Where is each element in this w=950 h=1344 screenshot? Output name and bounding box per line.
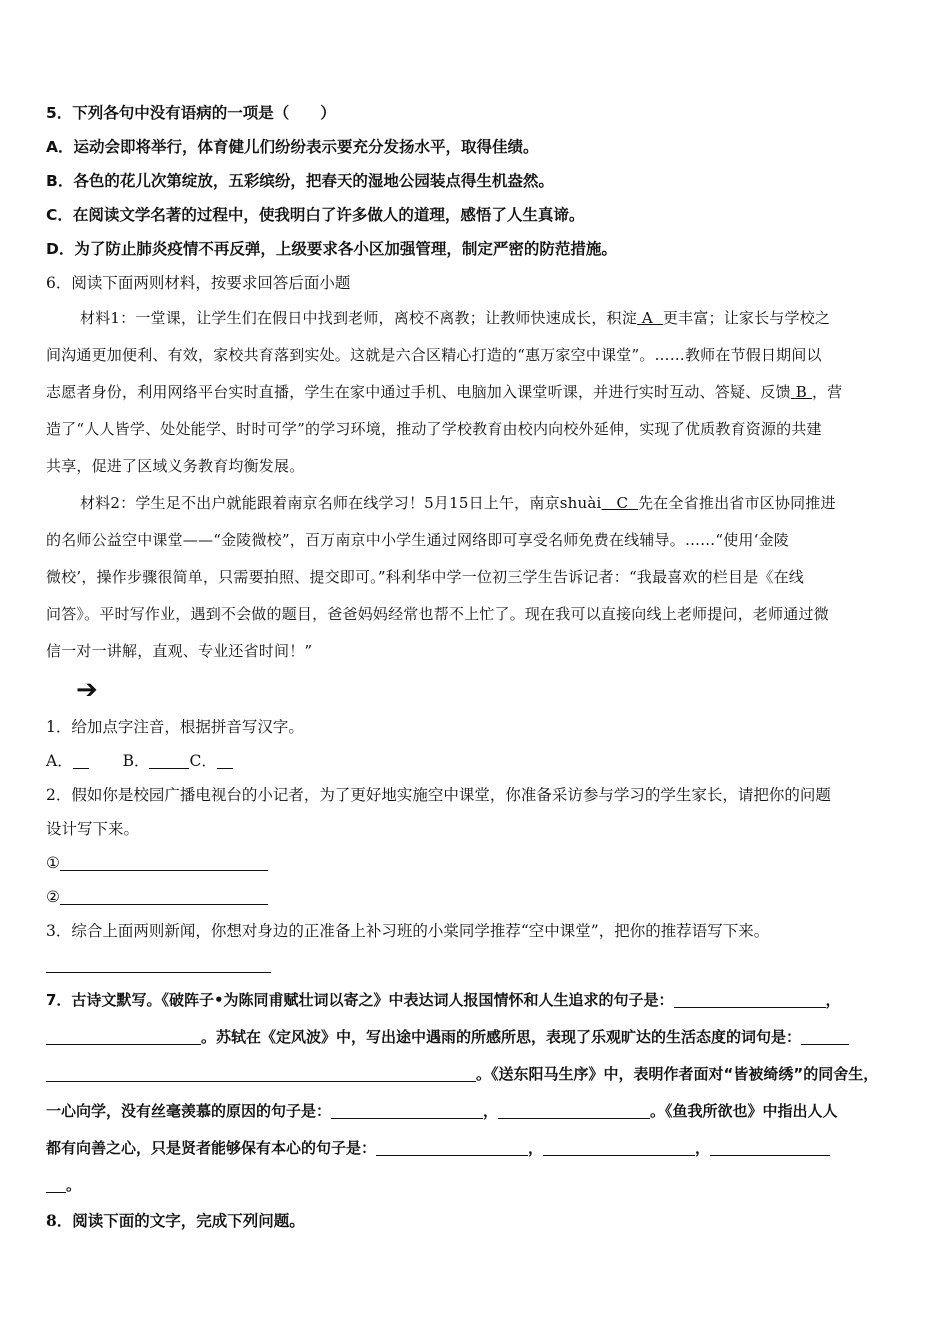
answer-blank-a[interactable] bbox=[73, 752, 89, 769]
q5-option-b: B．各色的花儿次第绽放，五彩缤纷，把春天的湿地公园装点得生机盎然。 bbox=[46, 172, 554, 190]
material2-line3: 微校’，操作步骤很简单，只需要拍照、提交即可。”科利华中学一位初三学生告诉记者：“我最喜欢的栏目是《在线 bbox=[46, 568, 805, 586]
q7-line6: 。 bbox=[46, 1167, 906, 1204]
poem-blank-7[interactable] bbox=[543, 1139, 695, 1156]
arrow-icon: ➔ bbox=[76, 675, 98, 705]
q5-stem: 5．下列各句中没有语病的一项是（ ） bbox=[46, 104, 336, 122]
sub2-line1: 2．假如你是校园广播电视台的小记者，为了更好地实施空中课堂，你准备采访参与学习的学生家长，请把你的问题 bbox=[46, 786, 831, 804]
poem-blank-2[interactable] bbox=[46, 1028, 201, 1045]
recommend-blank[interactable] bbox=[46, 956, 271, 973]
poem-blank-8a[interactable] bbox=[710, 1139, 830, 1156]
poem-blank-4[interactable] bbox=[331, 1102, 483, 1119]
blank-mark-c: C bbox=[616, 494, 629, 512]
sub2-answer-2: ② bbox=[46, 880, 906, 914]
poem-blank-3a[interactable] bbox=[801, 1028, 849, 1045]
q7-line1: 7．古诗文默写。《破阵子•为陈同甫赋壮词以寄之》中表达词人报国情怀和人生追求的句子是： ， bbox=[46, 991, 841, 1009]
answer-blank-c[interactable] bbox=[217, 752, 233, 769]
material1-line5: 共享，促进了区域义务教育均衡发展。 bbox=[46, 457, 305, 475]
material1-line1: 材料1：一堂课，让学生们在假日中找到老师，离校不离教；让教师快速成长，积淀 A 更丰富；让家长与学校之 bbox=[80, 309, 831, 327]
poem-blank-3b[interactable] bbox=[46, 1065, 476, 1082]
q8-stem: 8．阅读下面的文字，完成下列问题。 bbox=[46, 1211, 305, 1230]
poem-blank-6[interactable] bbox=[376, 1139, 528, 1156]
q5-option-c: C．在阅读文学名著的过程中，使我明白了许多做人的道理，感悟了人生真谛。 bbox=[46, 206, 585, 224]
material2-line1: 材料2：学生足不出户就能跟着南京名师在线学习！5月15日上午，南京shuài C 先在全省推出省市区协同推进 bbox=[80, 494, 836, 512]
material1-line3: 志愿者身份，利用网络平台实时直播，学生在家中通过手机、电脑加入课堂听课，并进行实时互动、答疑、反馈 B ，营 bbox=[46, 383, 843, 401]
material1-line2: 间沟通更加便利、有效，家校共育落到实处。这就是六合区精心打造的“惠万家空中课堂”。……教师在节假日期间以 bbox=[46, 346, 822, 364]
exam-page bbox=[46, 96, 906, 1238]
sub1-answers: A． B． C． bbox=[46, 744, 906, 778]
sub2-line2: 设计写下来。 bbox=[46, 820, 140, 838]
material2-line4: 问答》。平时写作业，遇到不会做的题目，爸爸妈妈经常也帮不上忙了。现在我可以直接向线上老师提问，老师通过微 bbox=[46, 605, 829, 623]
q7-line4: 一心向学，没有丝毫羡慕的原因的句子是： ， 。《鱼我所欲也》中指出人人 bbox=[46, 1102, 838, 1120]
answer-blank-b[interactable] bbox=[149, 752, 189, 769]
question-blank-2[interactable] bbox=[60, 888, 268, 905]
q6-stem: 6．阅读下面两则材料，按要求回答后面小题 bbox=[46, 274, 351, 292]
sub3-answer bbox=[46, 948, 906, 982]
q7-line2: 。苏轼在《定风波》中，写出途中遇雨的所感所思，表现了乐观旷达的生活态度的词句是： bbox=[46, 1019, 906, 1056]
sub3-stem: 3．综合上面两则新闻，你想对身边的正准备上补习班的小棠同学推荐“空中课堂”，把你的推荐语写下来。 bbox=[46, 922, 770, 940]
q5-option-a: A．运动会即将举行，体育健儿们纷纷表示要充分发扬水平，取得佳绩。 bbox=[46, 138, 539, 156]
q7-line3: 。《送东阳马生序》中，表明作者面对“皆被绮绣”的同舍生， bbox=[46, 1056, 906, 1093]
question-blank-1[interactable] bbox=[60, 854, 268, 871]
poem-blank-8b[interactable] bbox=[46, 1176, 66, 1193]
poem-blank-1[interactable] bbox=[674, 991, 826, 1008]
q5-option-d: D．为了防止肺炎疫情不再反弹，上级要求各小区加强管理，制定严密的防范措施。 bbox=[46, 240, 617, 258]
blank-mark-b: B bbox=[795, 383, 808, 401]
q7-line5: 都有向善之心，只是贤者能够保有本心的句子是： ， ， bbox=[46, 1130, 906, 1167]
material1-line4: 造了“人人皆学、处处能学、时时可学”的学习环境，推动了学校教育由校内向校外延伸，实现了优质教育资源的共建 bbox=[46, 420, 822, 438]
sub1-stem: 1．给加点字注音，根据拼音写汉字。 bbox=[46, 718, 304, 736]
material2-line5: 信一对一讲解，直观、专业还省时间！” bbox=[46, 642, 313, 660]
material2-line2: 的名师公益空中课堂——“金陵微校”，百万南京中小学生通过网络即可享受名师免费在线辅导。……“使用‘金陵 bbox=[46, 531, 789, 549]
sub2-answer-1: ① bbox=[46, 846, 906, 880]
blank-mark-a: A bbox=[641, 309, 653, 327]
poem-blank-5[interactable] bbox=[498, 1102, 650, 1119]
